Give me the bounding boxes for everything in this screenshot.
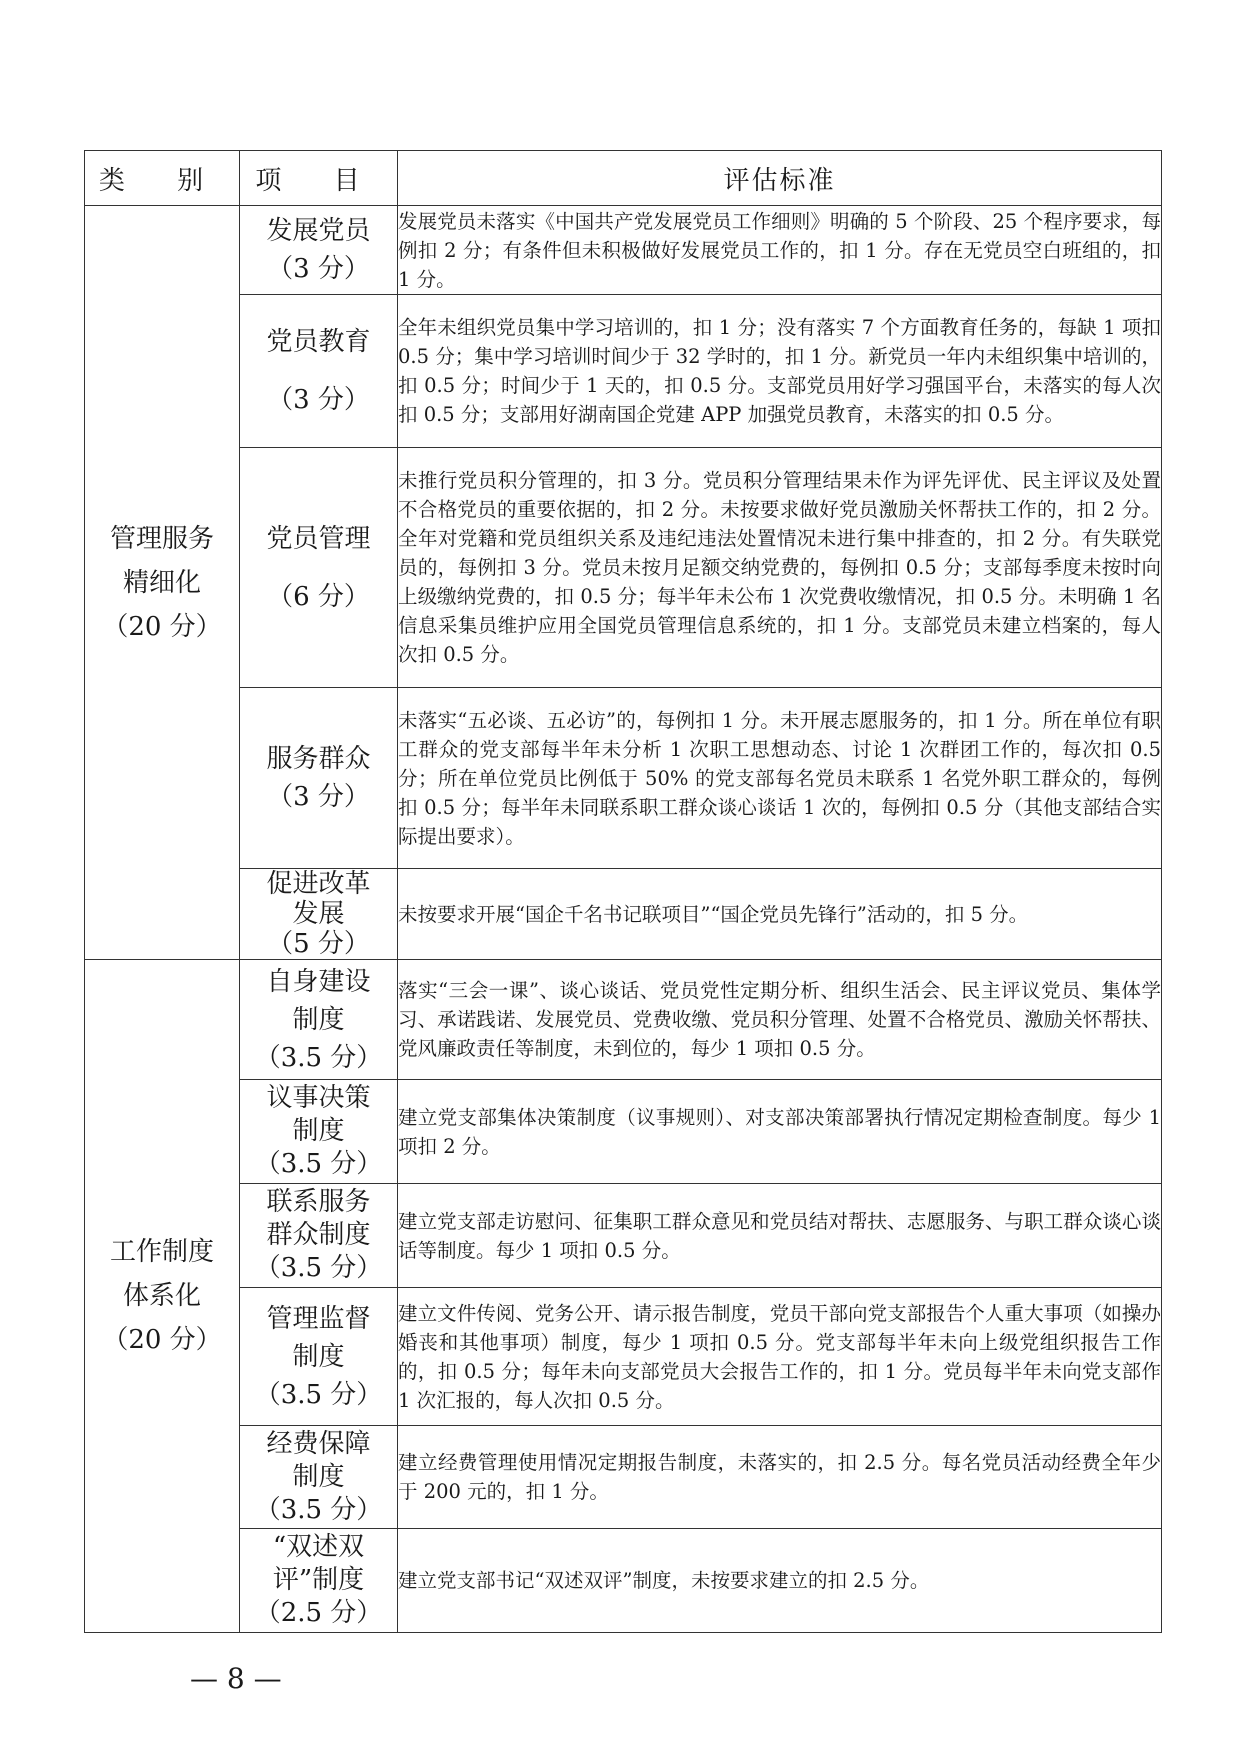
table-row <box>85 1288 1162 1426</box>
category-cell-system: 工作制度 体系化 （20 分） <box>85 960 240 1633</box>
item-cell: 经费保障 制度 （3.5 分） <box>240 1426 398 1529</box>
standard-cell: 建立经费管理使用情况定期报告制度，未落实的，扣 2.5 分。每名党员活动经费全年少于 200 元的，扣 1 分。 <box>398 1426 1162 1529</box>
standard-cell: 建立文件传阅、党务公开、请示报告制度，党员干部向党支部报告个人重大事项（如操办婚丧和其他事项）制度，每少 1 项扣 0.5 分。党支部每半年未向上级党组织报告工作的，扣 0.5 分；每年未向支部党员大会报告工作的，扣 1 分。党员每半年未向党支部作 1 次汇报的，每人次扣 0.5 分。 <box>398 1288 1162 1426</box>
table-row <box>85 295 1162 448</box>
item-cell: 自身建设 制度 （3.5 分） <box>240 960 398 1080</box>
item-cell: 党员管理 （6 分） <box>240 448 398 688</box>
item-cell: 联系服务 群众制度 （3.5 分） <box>240 1184 398 1288</box>
standard-cell: 建立党支部集体决策制度（议事规则）、对支部决策部署执行情况定期检查制度。每少 1 项扣 2 分。 <box>398 1080 1162 1184</box>
item-cell: 服务群众 （3 分） <box>240 688 398 869</box>
header-category: 类 别 <box>85 151 240 206</box>
standard-cell: 落实“三会一课”、谈心谈话、党员党性定期分析、组织生活会、民主评议党员、集体学习、承诺践诺、发展党员、党费收缴、党员积分管理、处置不合格党员、激励关怀帮扶、党风廉政责任等制度，未到位的，每少 1 项扣 0.5 分。 <box>398 960 1162 1080</box>
table-row <box>85 688 1162 869</box>
header-item: 项 目 <box>240 151 398 206</box>
standard-cell: 发展党员未落实《中国共产党发展党员工作细则》明确的 5 个阶段、25 个程序要求，每例扣 2 分；有条件但未积极做好发展党员工作的，扣 1 分。存在无党员空白班组的，扣 1 分。 <box>398 206 1162 295</box>
table-row <box>85 448 1162 688</box>
table-row <box>85 206 1162 295</box>
table-row <box>85 1426 1162 1529</box>
standard-cell: 全年未组织党员集中学习培训的，扣 1 分；没有落实 7 个方面教育任务的，每缺 1 项扣 0.5 分；集中学习培训时间少于 32 学时的，扣 1 分。新党员一年内未组织集中培训的，扣 0.5 分；时间少于 1 天的，扣 0.5 分。支部党员用好学习强国平台，未落实的每人次扣 0.5 分；支部用好湖南国企党建 APP 加强党员教育，未落实的扣 0.5 分。 <box>398 295 1162 448</box>
table-row <box>85 1529 1162 1633</box>
table-row <box>85 1080 1162 1184</box>
category-cell-management: 管理服务 精细化 （20 分） <box>85 206 240 960</box>
standard-cell: 未落实“五必谈、五必访”的，每例扣 1 分。未开展志愿服务的，扣 1 分。所在单位有职工群众的党支部每半年未分析 1 次职工思想动态、讨论 1 次群团工作的，每次扣 0.5 分；所在单位党员比例低于 50% 的党支部每名党员未联系 1 名党外职工群众的，每例扣 0.5 分；每半年未同联系职工群众谈心谈话 1 次的，每例扣 0.5 分（其他支部结合实际提出要求）。 <box>398 688 1162 869</box>
item-cell: 议事决策 制度 （3.5 分） <box>240 1080 398 1184</box>
table-row <box>85 960 1162 1080</box>
header-standard: 评估标准 <box>398 151 1162 206</box>
standard-cell: 未按要求开展“国企千名书记联项目”“国企党员先锋行”活动的，扣 5 分。 <box>398 869 1162 960</box>
table-row <box>85 869 1162 960</box>
item-cell: 发展党员 （3 分） <box>240 206 398 295</box>
standard-cell: 建立党支部书记“双述双评”制度，未按要求建立的扣 2.5 分。 <box>398 1529 1162 1633</box>
standard-cell: 建立党支部走访慰问、征集职工群众意见和党员结对帮扶、志愿服务、与职工群众谈心谈话等制度。每少 1 项扣 0.5 分。 <box>398 1184 1162 1288</box>
table-header-row <box>85 151 1162 206</box>
item-cell: 促进改革 发展 （5 分） <box>240 869 398 960</box>
table-row <box>85 1184 1162 1288</box>
item-cell: 管理监督 制度 （3.5 分） <box>240 1288 398 1426</box>
item-cell: “双述双 评”制度 （2.5 分） <box>240 1529 398 1633</box>
standard-cell: 未推行党员积分管理的，扣 3 分。党员积分管理结果未作为评先评优、民主评议及处置不合格党员的重要依据的，扣 2 分。未按要求做好党员激励关怀帮扶工作的，扣 2 分。全年对党籍和党员组织关系及违纪违法处置情况未进行集中排查的，扣 2 分。有失联党员的，每例扣 3 分。党员未按月足额交纳党费的，每例扣 0.5 分；支部每季度未按时向上级缴纳党费的，扣 0.5 分；每半年未公布 1 次党费收缴情况，扣 0.5 分。未明确 1 名信息采集员维护应用全国党员管理信息系统的，扣 1 分。支部党员未建立档案的，每人次扣 0.5 分。 <box>398 448 1162 688</box>
evaluation-table <box>84 150 1162 1633</box>
page-number: — 8 — <box>190 1662 282 1695</box>
item-cell: 党员教育 （3 分） <box>240 295 398 448</box>
